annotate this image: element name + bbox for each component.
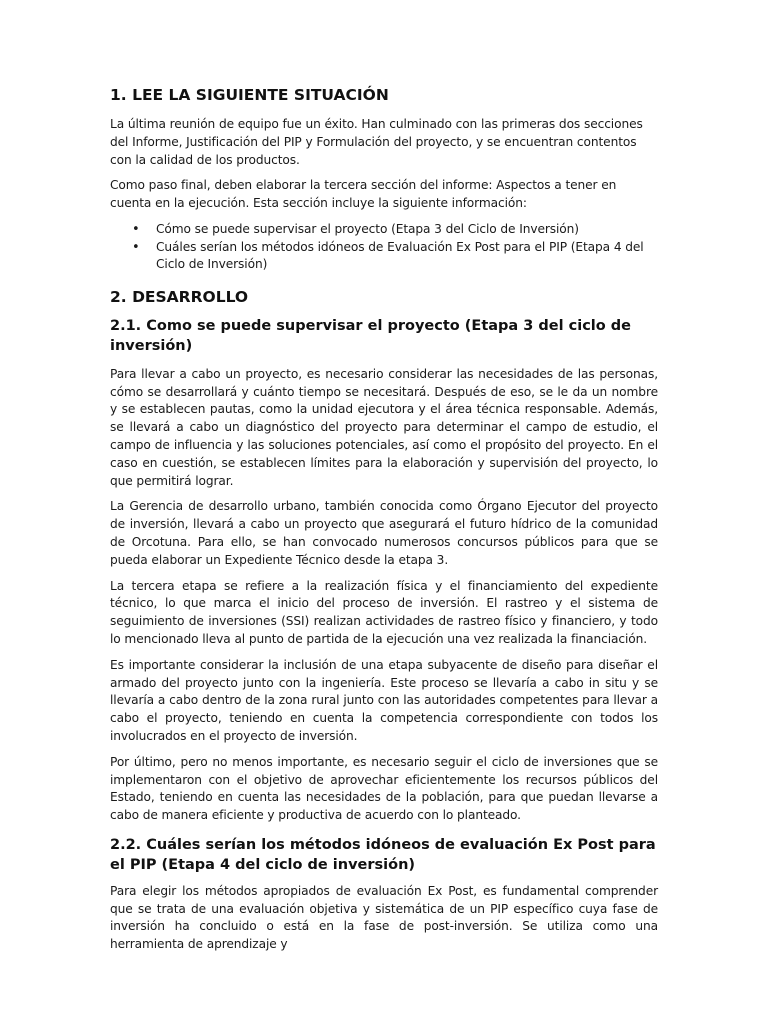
bullet-item-2-text: Cuáles serían los métodos idóneos de Evaluación Ex Post para el PIP (Etapa 4 del Ciclo de Inversión) bbox=[156, 239, 644, 272]
section-2-heading: 2. DESARROLLO bbox=[110, 287, 249, 306]
section-1-paragraph-1: La última reunión de equipo fue un éxito. Han culminado con las primeras dos secciones del Informe, Justificación del PIP y Formulación del proyecto, y se encuentran contentos con la calidad de los productos. bbox=[110, 117, 643, 167]
document-page bbox=[110, 84, 658, 962]
bullet-item-1 bbox=[110, 221, 658, 239]
subsection-2-1-paragraph-3: La tercera etapa se refiere a la realización física y el financiamiento del expediente técnico, lo que marca el inicio del proceso de inversión. El rastreo y el sistema de seguimiento de inversiones (SSI) realizan actividades de rastreo físico y financiero, y todo lo mencionado lleva al punto de partida de la ejecución una vez realizada la financiación. bbox=[110, 578, 658, 646]
bullet-item-1-text: Cómo se puede supervisar el proyecto (Etapa 3 del Ciclo de Inversión) bbox=[156, 221, 579, 236]
section-1-heading: 1. LEE LA SIGUIENTE SITUACIÓN bbox=[110, 86, 389, 104]
subsection-2-2-heading: 2.2. Cuáles serían los métodos idóneos de evaluación Ex Post para el PIP (Etapa 4 del ciclo de inversión) bbox=[110, 836, 656, 873]
bullet-glyph: • bbox=[132, 239, 140, 255]
subsection-2-1-paragraph-2: La Gerencia de desarrollo urbano, también conocida como Órgano Ejecutor del proyecto de inversión, llevará a cabo un proyecto que asegurará el futuro hídrico de la comunidad de Orcotuna. Para ello, se han convocado numerosos concursos públicos para que se pueda elaborar un Expediente Técnico desde la etapa 3. bbox=[110, 499, 658, 567]
subsection-2-2-paragraph-1: Para elegir los métodos apropiados de evaluación Ex Post, es fundamental comprender que se trata de una evaluación objetiva y sistemática de un PIP específico cuya fase de inversión ha concluido o está en la fase de post-inversión. Se utiliza como una herramienta de aprendizaje y bbox=[110, 883, 658, 952]
bullet-glyph: • bbox=[132, 221, 140, 237]
subsection-2-1-heading: 2.1. Como se puede supervisar el proyecto (Etapa 3 del ciclo de inversión) bbox=[110, 317, 631, 354]
section-1-paragraph-2: Como paso final, deben elaborar la tercera sección del informe: Aspectos a tener en cuenta en la ejecución. Esta sección incluye la siguiente información: bbox=[110, 178, 617, 211]
subsection-2-1-paragraph-4: Es importante considerar la inclusión de una etapa subyacente de diseño para diseñar el armado del proyecto junto con la ingeniería. Este proceso se llevaría a cabo in situ y se llevaría a cabo dentro de la zona rural junto con las autoridades competentes para llevar a cabo el proyecto, teniendo en cuenta la competencia correspondiente con todos los involucrados en el proyecto de inversión. bbox=[110, 657, 658, 743]
bullet-list bbox=[110, 221, 658, 274]
subsection-2-1-paragraph-5: Por último, pero no menos importante, es necesario seguir el ciclo de inversiones que se implementaron con el objetivo de aprovechar eficientemente los recursos públicos del Estado, teniendo en cuenta las necesidades de la población, para que puedan llevarse a cabo de manera eficiente y productiva de acuerdo con lo planteado. bbox=[110, 754, 658, 823]
bullet-item-2 bbox=[110, 239, 658, 274]
subsection-2-1-paragraph-1: Para llevar a cabo un proyecto, es necesario considerar las necesidades de las personas, cómo se desarrollará y cuánto tiempo se necesitará. Después de eso, se le da un nombre y se establecen pautas, como la unidad ejecutora y el área técnica responsable. Además, se llevará a cabo un diagnóstico del proyecto para determinar el campo de estudio, el campo de influencia y las soluciones potenciales, así como el propósito del proyecto. En el caso en cuestión, se establecen límites para la elaboración y supervisión del proyecto, lo que permitirá lograr. bbox=[110, 366, 658, 488]
